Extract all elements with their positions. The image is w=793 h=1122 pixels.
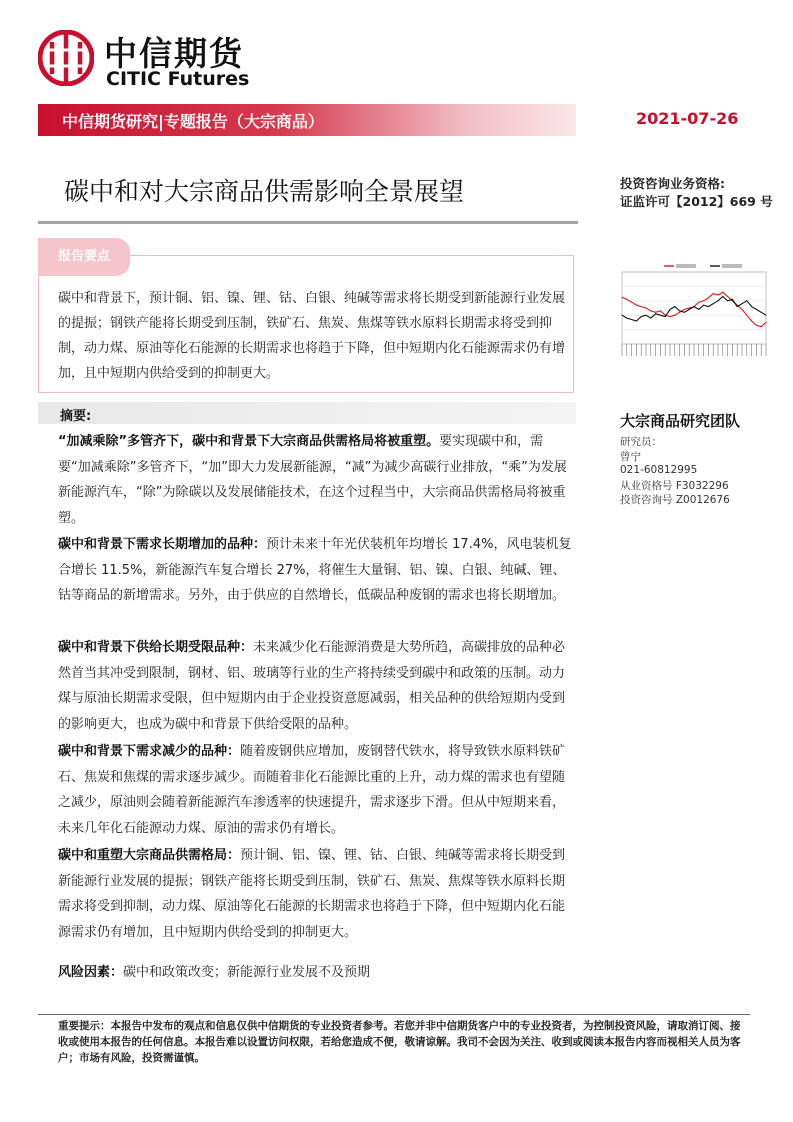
summary-paragraph: [58, 635, 575, 737]
chart-point: [689, 308, 690, 309]
chart-point: [670, 316, 671, 317]
summary-paragraph: [58, 843, 575, 945]
brand-name-en: CITIC Futures: [106, 68, 250, 90]
chart-legend-label: [722, 264, 742, 268]
chart-point: [713, 293, 714, 294]
chart-point: [650, 310, 651, 311]
team-title: 大宗商品研究团队: [620, 412, 741, 430]
summary-paragraph: [58, 532, 575, 609]
paragraph-lead: “加减乘除”多管齐下，碳中和背景下大宗商品供需格局将被重塑。: [58, 434, 440, 449]
chart-point: [722, 296, 723, 297]
chart-point: [766, 315, 767, 316]
trend-chart: [608, 258, 780, 376]
chart-point: [708, 297, 709, 298]
citic-logo-icon: [38, 30, 94, 86]
chart-point: [636, 320, 637, 321]
key-points-text: 碳中和背景下，预计铜、铝、镍、锂、钴、白银、纯碱等需求将长期受到新能源行业发展的提振；钢铁产能将长期受到压制，铁矿石、焦炭、焦煤等铁水原料长期需求将受到抑制，动力煤、原油等化石能源的长期需求也将趋于下降，但中短期内化石能源需求仍有增加，且中短期内供给受到的抑制更大。: [58, 291, 566, 381]
paragraph-body: 预计未来十年光伏装机年均增长 17.4%，风电装机复合增长 11.5%，新能源汽车复合增长 27%，将催生大量铜、铝、镍、白银、纯碱、锂、钴等商品的新增需求。另外，由于供应的自然增长，低碳品种废钢的需求也将长期增加。: [58, 537, 572, 603]
report-category: 中信期货研究|专题报告（大宗商品）: [62, 112, 324, 131]
paragraph-lead: 碳中和背景下供给长期受限品种：: [58, 640, 254, 655]
chart-point: [674, 306, 675, 307]
chart-point: [679, 310, 680, 311]
disclaimer: 重要提示：本报告中发布的观点和信息仅供中信期货的专业投资者参考。若您并非中信期货客户中的专业投资者，为控制投资风险，请取消订阅、接收或使用本报告的任何信息。本报告难以设置访问权限，若给您造成不便，敬请谅解。我司不会因为关注、收到或阅读本报告内容而视相关人员为客户；市场有风险，投资需谨慎。: [58, 1020, 741, 1064]
qualification-number: 证监许可【2012】669 号: [620, 194, 773, 209]
chart-point: [746, 300, 747, 301]
chart-point: [684, 309, 685, 310]
chart-series-line: [622, 292, 766, 327]
chart-point: [660, 310, 661, 311]
title-divider: [38, 221, 578, 224]
paragraph-lead: 碳中和重塑大宗商品供需格局：: [58, 848, 241, 863]
chart-point: [646, 308, 647, 309]
chart-point: [703, 305, 704, 306]
chart-point: [631, 302, 632, 303]
chart-point: [746, 315, 747, 316]
risk-factors: [58, 961, 370, 980]
summary-paragraph: [58, 429, 575, 531]
footer-divider: [38, 1014, 750, 1015]
chart-point: [708, 306, 709, 307]
brand-name-cn: 中信期货: [104, 34, 244, 73]
chart-point: [684, 312, 685, 313]
chart-point: [650, 318, 651, 319]
paragraph-body: 随着废钢供应增加，废钢替代铁水，将导致铁水原料铁矿石、焦炭和焦煤的需求逐步减少。而随着非化石能源比重的上升，动力煤的需求也有望随之减少，原油则会随着新能源汽车渗透率的快速提升，需求逐步下滑。但从中短期来看，未来几年化石能源动力煤、原油的需求仍有增长。: [58, 744, 566, 836]
chart-legend-label: [676, 264, 696, 268]
qualification-label: 投资咨询业务资格:: [620, 176, 725, 191]
chart-point: [622, 315, 623, 316]
chart-point: [727, 296, 728, 297]
chart-point: [722, 292, 723, 293]
risk-text: 碳中和政策改变；新能源行业发展不及预期: [123, 965, 371, 980]
paragraph-lead: 碳中和背景下需求减少的品种：: [58, 744, 241, 759]
chart-point: [737, 306, 738, 307]
page-title: 碳中和对大宗商品供需影响全景展望: [64, 177, 465, 206]
summary-bar: [38, 402, 576, 424]
chart-point: [641, 316, 642, 317]
paragraph-body: 要实现碳中和，需要“加减乘除”多管齐下，“加”即大力发展新能源，“减”为减少高碳行业排放，“乘”为发展新能源汽车，“除”为除碳以及发展储能技术，在这个过程当中，大宗商品供需格局将被重塑。: [58, 434, 567, 526]
team-role: 研究员：: [620, 436, 662, 448]
summary-paragraph: [58, 739, 575, 841]
chart-point: [718, 295, 719, 296]
chart-point: [732, 299, 733, 300]
chart-point: [766, 322, 767, 323]
chart-point: [713, 303, 714, 304]
chart-point: [761, 326, 762, 327]
chart-point: [694, 306, 695, 307]
chart-plot-area: [622, 272, 766, 344]
chart-point: [641, 306, 642, 307]
chart-point: [626, 299, 627, 300]
analyst-name: 曾宁: [620, 451, 641, 463]
chart-point: [751, 306, 752, 307]
chart-point: [655, 312, 656, 313]
chart-series-line: [622, 297, 766, 322]
chart-point: [703, 300, 704, 301]
chart-point: [761, 312, 762, 313]
paragraph-lead: 碳中和背景下需求长期增加的品种：: [58, 537, 267, 552]
chart-point: [636, 305, 637, 306]
chart-point: [646, 315, 647, 316]
paragraph-body: 未来减少化石能源消费是大势所趋，高碳排放的品种必然首当其冲受到限制，钢材、铝、玻璃等行业的生产将持续受到碳中和政策的压制。动力煤与原油长期需求受限，但中短期内由于企业投资意愿减弱，相关品种的供给短期内受到的影响更大，也成为碳中和背景下供给受限的品种。: [58, 640, 566, 732]
chart-point: [756, 309, 757, 310]
analyst-phone: 021-60812995: [620, 464, 698, 476]
chart-point: [670, 309, 671, 310]
analyst-consult-id: 投资咨询号 Z0012676: [620, 494, 730, 506]
chart-point: [718, 300, 719, 301]
chart-point: [665, 316, 666, 317]
chart-point: [698, 309, 699, 310]
report-date: 2021-07-26: [636, 109, 739, 128]
chart-point: [698, 302, 699, 303]
chart-point: [742, 303, 743, 304]
risk-label: 风险因素：: [58, 965, 124, 980]
chart-point: [756, 325, 757, 326]
summary-label: 摘要:: [60, 409, 92, 424]
chart-point: [626, 318, 627, 319]
chart-point: [660, 315, 661, 316]
chart-point: [689, 309, 690, 310]
chart-point: [631, 319, 632, 320]
chart-point: [727, 300, 728, 301]
chart-point: [679, 312, 680, 313]
key-points-tab: 报告要点: [38, 238, 130, 276]
chart-point: [742, 309, 743, 310]
chart-point: [655, 313, 656, 314]
chart-point: [622, 297, 623, 298]
analyst-license: 从业资格号 F3032296: [620, 480, 729, 492]
chart-point: [674, 315, 675, 316]
paragraph-body: 预计铜、铝、镍、锂、钴、白银、纯碱等需求将长期受到新能源行业发展的提振；钢铁产能将长期受到压制，铁矿石、焦炭、焦煤等铁水原料长期需求将受到抑制，动力煤、原油等化石能源的长期需求也将趋于下降，但中短期内化石能源需求仍有增加，且中短期内供给受到的抑制更大。: [58, 848, 566, 940]
chart-point: [751, 320, 752, 321]
